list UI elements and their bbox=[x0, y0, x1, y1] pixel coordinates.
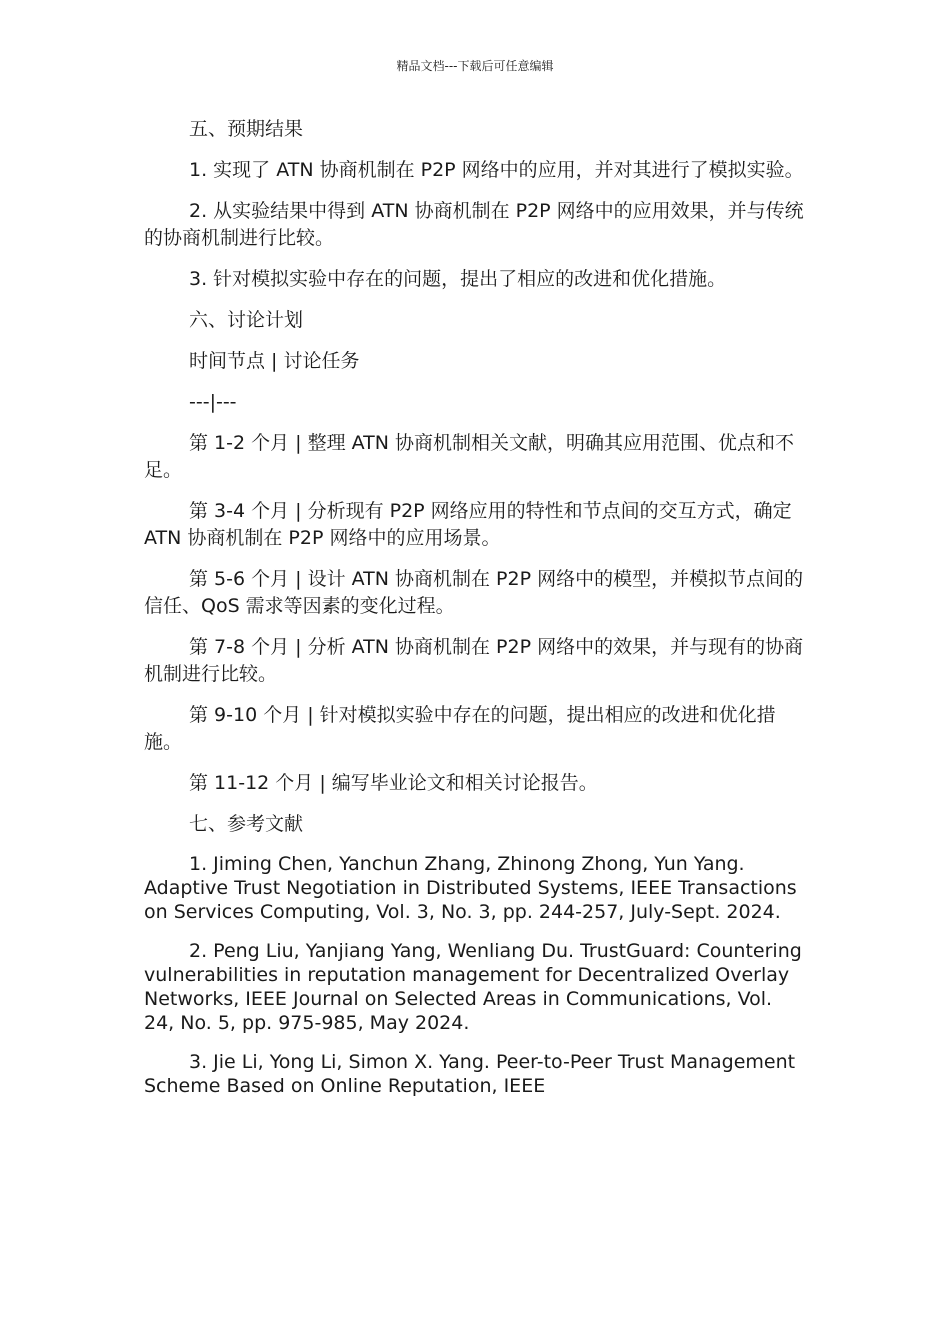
page-header: 精品文档---下载后可任意编辑 bbox=[396, 59, 554, 73]
document-body bbox=[144, 116, 808, 1113]
reference-item: 2. Peng Liu, Yanjiang Yang, Wenliang Du. TrustGuard: Countering vulnerabilities in reputation management for Decentralized Overlay Networks, IEEE Journal on Selected Areas in Communications, Vol. 24, No. 5, pp. 975-985, May 2024. bbox=[144, 940, 802, 1034]
plan-table-separator: ---|--- bbox=[189, 391, 237, 413]
plan-table-header: 时间节点 | 讨论任务 bbox=[189, 350, 360, 372]
section-heading-expected-results: 五、预期结果 bbox=[189, 118, 304, 140]
section-heading-discussion-plan: 六、讨论计划 bbox=[189, 309, 304, 331]
expected-result-item: 2. 从实验结果中得到 ATN 协商机制在 P2P 网络中的应用效果，并与传统的协商机制进行比较。 bbox=[144, 200, 804, 249]
expected-result-item: 3. 针对模拟实验中存在的问题，提出了相应的改进和优化措施。 bbox=[189, 268, 727, 290]
expected-result-item: 1. 实现了 ATN 协商机制在 P2P 网络中的应用，并对其进行了模拟实验。 bbox=[189, 159, 804, 181]
reference-item: 1. Jiming Chen, Yanchun Zhang, Zhinong Zhong, Yun Yang. Adaptive Trust Negotiation in Distributed Systems, IEEE Transactions on Services Computing, Vol. 3, No. 3, pp. 244-257, July-Sept. 2024. bbox=[144, 853, 797, 923]
plan-table-row: 第 1-2 个月 | 整理 ATN 协商机制相关文献，明确其应用范围、优点和不足。 bbox=[144, 432, 795, 481]
plan-table-row: 第 7-8 个月 | 分析 ATN 协商机制在 P2P 网络中的效果，并与现有的协商机制进行比较。 bbox=[144, 636, 804, 685]
plan-table-row: 第 3-4 个月 | 分析现有 P2P 网络应用的特性和节点间的交互方式，确定 ATN 协商机制在 P2P 网络中的应用场景。 bbox=[144, 500, 792, 549]
plan-table-row: 第 11-12 个月 | 编写毕业论文和相关讨论报告。 bbox=[189, 772, 598, 794]
plan-table-row: 第 9-10 个月 | 针对模拟实验中存在的问题，提出相应的改进和优化措施。 bbox=[144, 704, 776, 753]
section-heading-references: 七、参考文献 bbox=[189, 813, 304, 835]
plan-table-row: 第 5-6 个月 | 设计 ATN 协商机制在 P2P 网络中的模型，并模拟节点间的信任、QoS 需求等因素的变化过程。 bbox=[144, 568, 804, 617]
reference-item: 3. Jie Li, Yong Li, Simon X. Yang. Peer-to-Peer Trust Management Scheme Based on Online Reputation, IEEE bbox=[144, 1051, 796, 1097]
